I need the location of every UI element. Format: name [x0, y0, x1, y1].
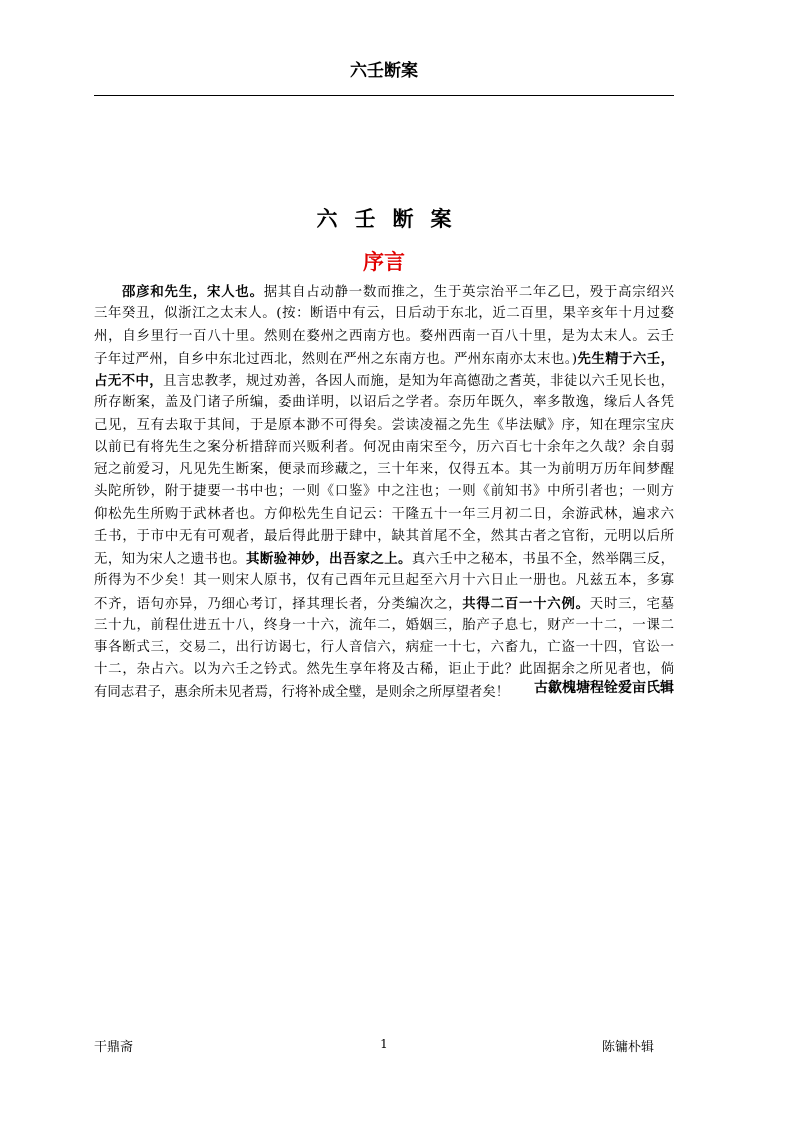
page-header-title: 六壬断案: [350, 61, 418, 81]
text-segment: 三十九，前程仕进五十八，终身一十六，流年二，婚姻三，胎产子息七，财产一十二，一课二: [94, 617, 674, 633]
text-segment: 真六壬中之秘本，书虽不全，然举隅三反，: [411, 552, 675, 567]
text-line: [94, 281, 674, 303]
text-segment: 事各断式三，交易二，出行访谒七，行人音信六，病症一十七，六畜九，亡盗一十四，官讼一: [94, 640, 674, 655]
text-line: [94, 548, 674, 570]
text-segment: 壬书，于市中无有可观者，最后得此册于肆中，缺其首尾不全，然其古者之官衔，元明以后所: [94, 528, 674, 544]
footer-publisher: 干鼎斋: [94, 1040, 134, 1055]
page-footer: [94, 1037, 674, 1059]
text-segment: 据其自占动静一数而推之，生于英宗治平二年乙巳，殁于高宗绍兴: [263, 285, 675, 300]
text-segment: 头陀所钞，附于捷要一书中也；一则《口鉴》中之注也；一则《前知书》中所引者也；一则方: [94, 484, 674, 500]
text-segment: 所得为不少矣！其一则宋人原书，仅有己酉年元旦起至六月十六日止一册也。凡兹五本，多寡: [94, 573, 674, 589]
signature-line: 古歙槐塘程铨爱亩氏辑: [534, 680, 674, 696]
text-segment: 且言忠教孝，规过劝善，各因人而施，是知为年高德劭之耆英，非徒以六壬见长也，: [163, 374, 675, 389]
text-segment: 三年癸丑，似浙江之太末人。(按：断语中有云，日后动于东北，近二百里，果辛亥年十月过婺: [94, 306, 674, 322]
text-segment: 有同志君子，惠余所未见者焉，行将补成全璧，是则余之所厚望者矣！: [94, 684, 510, 700]
text-segment: 以前已有将先生之案分析措辞而兴贩利者。何况由南宋至今，历六百七十余年之久哉？余自弱: [94, 439, 674, 455]
text-line: [94, 326, 674, 348]
text-line: [94, 392, 674, 414]
text-segment: 仰松先生所购于武林者也。方仰松先生自记云：干隆五十一年三月初二日，余游武林，遍求六: [94, 506, 674, 522]
bold-text-segment: 先生精于六壬，: [577, 350, 675, 367]
text-line: [94, 437, 674, 459]
text-line: [94, 637, 674, 659]
text-line: [94, 481, 674, 503]
text-line: [94, 570, 674, 592]
bold-text-segment: 占无不中，: [94, 373, 164, 389]
text-segment: 十二，杂占六。以为六壬之钤式。然先生享年将及古稀，讵止于此？此固据余之所见者也，倘: [94, 662, 674, 678]
page-number: 1: [380, 1037, 388, 1051]
text-segment: 己见，互有去取于其间，于是原本渺不可得矣。尝读凌福之先生《毕法赋》序，知在理宗宝庆: [94, 417, 674, 433]
footer-editor: 陈镛朴辑: [601, 1040, 654, 1055]
text-line: [94, 370, 674, 392]
text-line: [94, 348, 674, 370]
text-segment: 无，知为宋人之遗书也。: [94, 552, 247, 567]
text-segment: 天时三，宅墓: [589, 596, 675, 612]
text-line: [94, 303, 674, 325]
text-segment: 冠之前爱习，凡见先生断案，便录而珍藏之，三十年来，仅得五本。其一为前明万历年间梦醒: [94, 462, 674, 477]
bold-text-segment: 共得二百一十六例。: [462, 595, 590, 612]
bold-text-segment: 邵彦和先生，宋人也。: [122, 284, 264, 300]
text-segment: 州，自乡里行一百八十里。然则在婺州之西南方也。婺州西南一百八十里，是为太末人。云壬: [94, 328, 674, 344]
section-title-preface: 序言: [363, 250, 405, 274]
text-segment: 不齐，语句亦异，乃细心考订，择其理长者，分类编次之，: [94, 596, 463, 612]
bold-text-segment: 其断验神妙，出吾家之上。: [246, 551, 412, 567]
text-segment: 所存断案，盖及门诸子所编，委曲详明，以诏后之学者。奈历年既久，率多散逸，缘后人各凭: [94, 395, 674, 411]
header-divider: [94, 95, 674, 96]
text-line: [94, 615, 674, 637]
text-line: [94, 526, 674, 548]
text-line: [94, 504, 674, 526]
text-line: [94, 415, 674, 437]
text-line: [94, 593, 674, 615]
document-title: 六壬断案: [316, 207, 469, 231]
preface-body: [94, 281, 674, 704]
text-segment: 子年过严州，自乡中东北过西北，然则在严州之东南方也。严州东南亦太末也。): [94, 351, 578, 367]
text-line: [94, 459, 674, 481]
